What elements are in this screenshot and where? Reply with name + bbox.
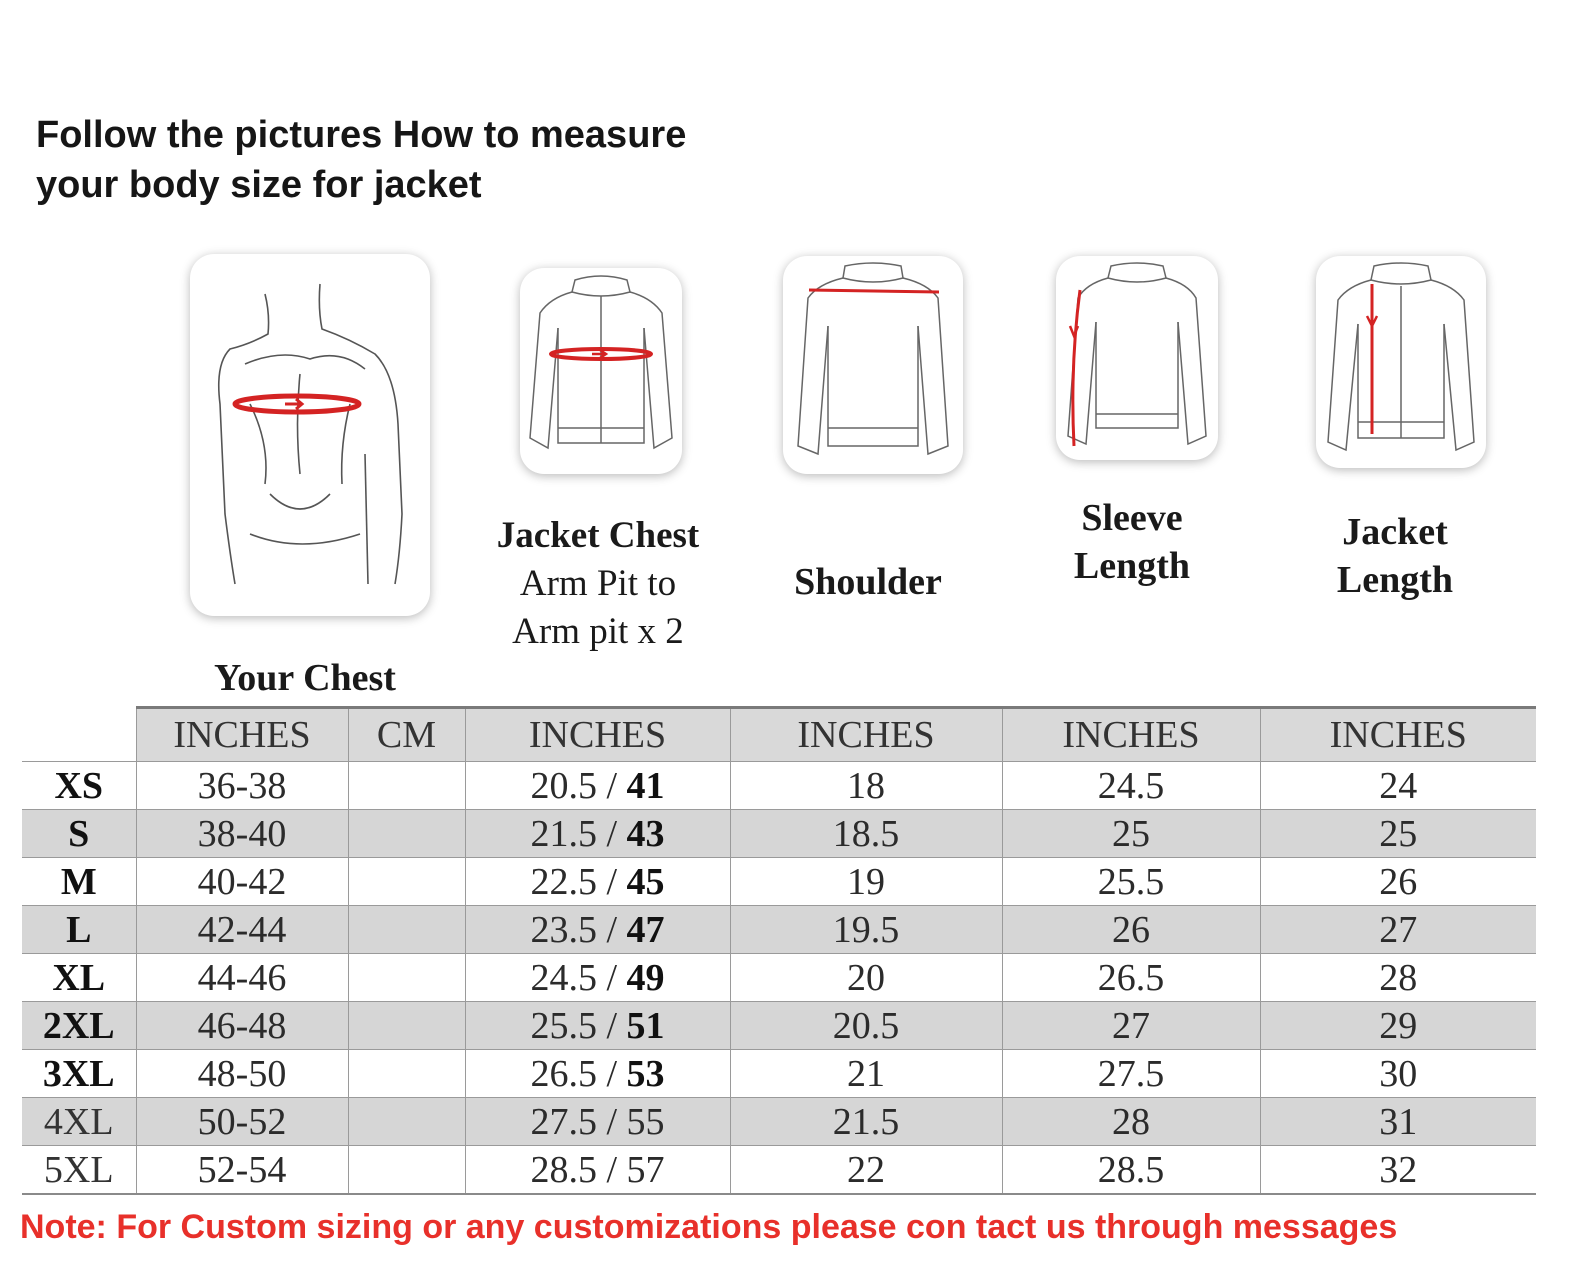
your-chest-label: Your Chest bbox=[214, 657, 396, 699]
chest-inches-cell: 44-46 bbox=[136, 954, 348, 1002]
jacket-length-measure-icon bbox=[1316, 256, 1486, 468]
torso-chest-measure-icon bbox=[190, 254, 430, 616]
header-jacket-chest-inches: INCHES bbox=[465, 708, 730, 762]
sleeve-cell: 25 bbox=[1002, 810, 1260, 858]
length-cell: 26 bbox=[1260, 858, 1536, 906]
shoulder-cell: 18 bbox=[730, 762, 1002, 810]
table-row bbox=[22, 1002, 1536, 1050]
page-title bbox=[36, 110, 796, 210]
your-chest-card bbox=[190, 254, 430, 616]
jacket-chest-cell: 21.5 / 43 bbox=[465, 810, 730, 858]
header-chest-inches: INCHES bbox=[136, 708, 348, 762]
table-row bbox=[22, 906, 1536, 954]
chest-cm-cell bbox=[348, 810, 465, 858]
size-cell: 3XL bbox=[22, 1050, 136, 1098]
shoulder-label: Shoulder bbox=[794, 561, 942, 603]
sleeve-cell: 28 bbox=[1002, 1098, 1260, 1146]
chest-inches-cell: 50-52 bbox=[136, 1098, 348, 1146]
chest-inches-cell: 42-44 bbox=[136, 906, 348, 954]
length-cell: 32 bbox=[1260, 1146, 1536, 1195]
chest-cm-cell bbox=[348, 1146, 465, 1195]
chest-cm-cell bbox=[348, 906, 465, 954]
chest-inches-cell: 40-42 bbox=[136, 858, 348, 906]
sleeve-cell: 26 bbox=[1002, 906, 1260, 954]
chest-inches-cell: 46-48 bbox=[136, 1002, 348, 1050]
jacket-chest-cell: 23.5 / 47 bbox=[465, 906, 730, 954]
size-cell: 5XL bbox=[22, 1146, 136, 1195]
table-row bbox=[22, 1146, 1536, 1195]
shoulder-cell: 19 bbox=[730, 858, 1002, 906]
jacket-chest-cell: 28.5 / 57 bbox=[465, 1146, 730, 1195]
header-shoulder-inches: INCHES bbox=[730, 708, 1002, 762]
length-cell: 27 bbox=[1260, 906, 1536, 954]
shoulder-cell: 20 bbox=[730, 954, 1002, 1002]
jacket-length-label: Jacket Length bbox=[1336, 511, 1454, 601]
length-cell: 29 bbox=[1260, 1002, 1536, 1050]
shoulder-cell: 18.5 bbox=[730, 810, 1002, 858]
jacket-chest-measure-icon bbox=[520, 268, 682, 474]
size-cell: S bbox=[22, 810, 136, 858]
jacket-chest-cell: 20.5 / 41 bbox=[465, 762, 730, 810]
jacket-chest-cell: 24.5 / 49 bbox=[465, 954, 730, 1002]
shoulder-cell: 21.5 bbox=[730, 1098, 1002, 1146]
length-cell: 28 bbox=[1260, 954, 1536, 1002]
size-cell: 4XL bbox=[22, 1098, 136, 1146]
size-chart-table bbox=[22, 706, 1536, 1195]
table-row bbox=[22, 762, 1536, 810]
header-blank bbox=[22, 708, 136, 762]
chest-inches-cell: 48-50 bbox=[136, 1050, 348, 1098]
size-cell: XS bbox=[22, 762, 136, 810]
chest-cm-cell bbox=[348, 954, 465, 1002]
table-row bbox=[22, 1050, 1536, 1098]
jacket-chest-cell: 22.5 / 45 bbox=[465, 858, 730, 906]
header-chest-cm: CM bbox=[348, 708, 465, 762]
jacket-chest-cell: 25.5 / 51 bbox=[465, 1002, 730, 1050]
table-row bbox=[22, 810, 1536, 858]
chest-inches-cell: 38-40 bbox=[136, 810, 348, 858]
jacket-shoulder-measure-icon bbox=[783, 256, 963, 474]
jacket-chest-card bbox=[520, 268, 682, 474]
header-sleeve-inches: INCHES bbox=[1002, 708, 1260, 762]
jacket-chest-label: Jacket Chest Arm Pit to Arm pit x 2 bbox=[496, 515, 700, 652]
chest-cm-cell bbox=[348, 858, 465, 906]
sleeve-length-card bbox=[1056, 256, 1218, 460]
title-line-1: Follow the pictures How to measure bbox=[36, 114, 687, 156]
chest-cm-cell bbox=[348, 762, 465, 810]
shoulder-cell: 21 bbox=[730, 1050, 1002, 1098]
jacket-sleeve-measure-icon bbox=[1056, 256, 1218, 460]
table-row bbox=[22, 858, 1536, 906]
length-cell: 31 bbox=[1260, 1098, 1536, 1146]
chest-cm-cell bbox=[348, 1002, 465, 1050]
shoulder-card bbox=[783, 256, 963, 474]
title-line-2: your body size for jacket bbox=[36, 164, 482, 206]
size-cell: XL bbox=[22, 954, 136, 1002]
sleeve-cell: 26.5 bbox=[1002, 954, 1260, 1002]
size-cell: M bbox=[22, 858, 136, 906]
jacket-chest-cell: 26.5 / 53 bbox=[465, 1050, 730, 1098]
jacket-chest-cell: 27.5 / 55 bbox=[465, 1098, 730, 1146]
table-row bbox=[22, 954, 1536, 1002]
size-cell: 2XL bbox=[22, 1002, 136, 1050]
shoulder-cell: 19.5 bbox=[730, 906, 1002, 954]
sleeve-cell: 27 bbox=[1002, 1002, 1260, 1050]
sleeve-length-label: Sleeve Length bbox=[1073, 497, 1191, 587]
custom-sizing-note: Note: For Custom sizing or any customizations please con tact us through messages bbox=[20, 1208, 1398, 1246]
sleeve-cell: 25.5 bbox=[1002, 858, 1260, 906]
chest-inches-cell: 36-38 bbox=[136, 762, 348, 810]
chest-cm-cell bbox=[348, 1098, 465, 1146]
sleeve-cell: 27.5 bbox=[1002, 1050, 1260, 1098]
table-header-row bbox=[22, 708, 1536, 762]
sleeve-cell: 24.5 bbox=[1002, 762, 1260, 810]
table-row bbox=[22, 1098, 1536, 1146]
length-cell: 24 bbox=[1260, 762, 1536, 810]
jacket-length-card bbox=[1316, 256, 1486, 468]
length-cell: 25 bbox=[1260, 810, 1536, 858]
chest-inches-cell: 52-54 bbox=[136, 1146, 348, 1195]
chest-cm-cell bbox=[348, 1050, 465, 1098]
shoulder-cell: 22 bbox=[730, 1146, 1002, 1195]
length-cell: 30 bbox=[1260, 1050, 1536, 1098]
shoulder-cell: 20.5 bbox=[730, 1002, 1002, 1050]
sleeve-cell: 28.5 bbox=[1002, 1146, 1260, 1195]
size-cell: L bbox=[22, 906, 136, 954]
header-length-inches: INCHES bbox=[1260, 708, 1536, 762]
